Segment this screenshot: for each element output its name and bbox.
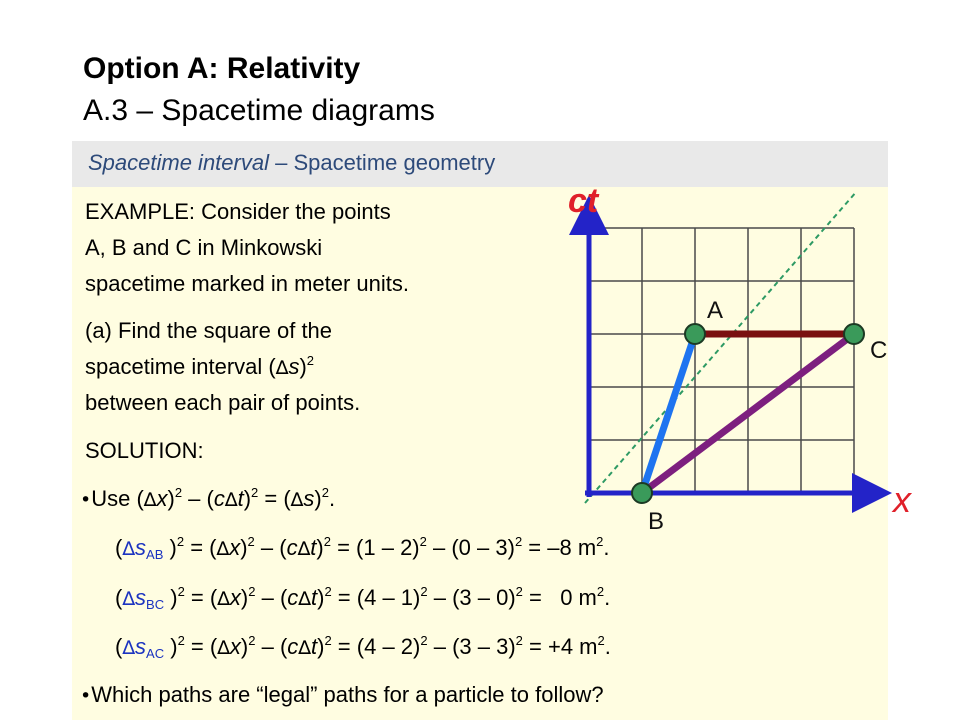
light-cone-line xyxy=(585,191,857,503)
point-c xyxy=(844,324,864,344)
use-formula: •Use $(\Delta x)^2 - (c\Delta t)^2 = (\Delta s)^2$. xyxy=(80,485,336,511)
point-label-b: B xyxy=(648,508,665,535)
solution-label: SOLUTION: xyxy=(85,438,204,463)
equation-ac: ($\Delta s_{AC}$ )$^2 = (\Delta x)^2 - (c\Delta t)^2 = (4 - 2)^2 - (3 - 3)^2 = +4$ $m^2$. xyxy=(115,633,611,661)
ct-axis-label: ct xyxy=(568,182,599,220)
point-label-c: C xyxy=(870,337,888,364)
equation-bc: ($\Delta s_{BC}$ )$^2 = (\Delta x)^2 - (c\Delta t)^2 = (4 - 1)^2 - (3 - 0)^2 = 0$ $m^2$. xyxy=(115,584,611,612)
part-a-line-1: (a) Find the square of the xyxy=(85,318,333,343)
equation-ab: ($\Delta s_{AB}$ )$^2 = (\Delta x)^2 - (c\Delta t)^2 = (1 - 2)^2 - (0 - 3)^2 = -8$ $m^2$. xyxy=(115,534,610,562)
slide-title: Option A: Relativity xyxy=(83,52,361,85)
x-axis-label: x xyxy=(893,479,911,520)
slide-subtitle: A.3 – Spacetime diagrams xyxy=(83,94,435,127)
example-line-1: EXAMPLE: Consider the points xyxy=(85,199,391,224)
part-a-line-2: spacetime interval $(\Delta s)^2$ xyxy=(85,353,315,379)
example-line-2: A, B and C in Minkowski xyxy=(85,235,323,260)
point-b xyxy=(632,483,652,503)
point-label-a: A xyxy=(707,297,724,324)
part-a-line-3: between each pair of points. xyxy=(85,390,361,415)
point-a xyxy=(685,324,705,344)
bullet-icon: • xyxy=(80,489,92,511)
bullet-icon: • xyxy=(80,685,92,707)
question-line: •Which paths are “legal” paths for a particle to follow? xyxy=(80,682,604,707)
example-line-3: spacetime marked in meter units. xyxy=(85,271,410,296)
diagram-labels xyxy=(568,182,913,535)
light-line xyxy=(585,191,857,503)
topic-heading: Spacetime interval – Spacetime geometry xyxy=(88,150,496,175)
